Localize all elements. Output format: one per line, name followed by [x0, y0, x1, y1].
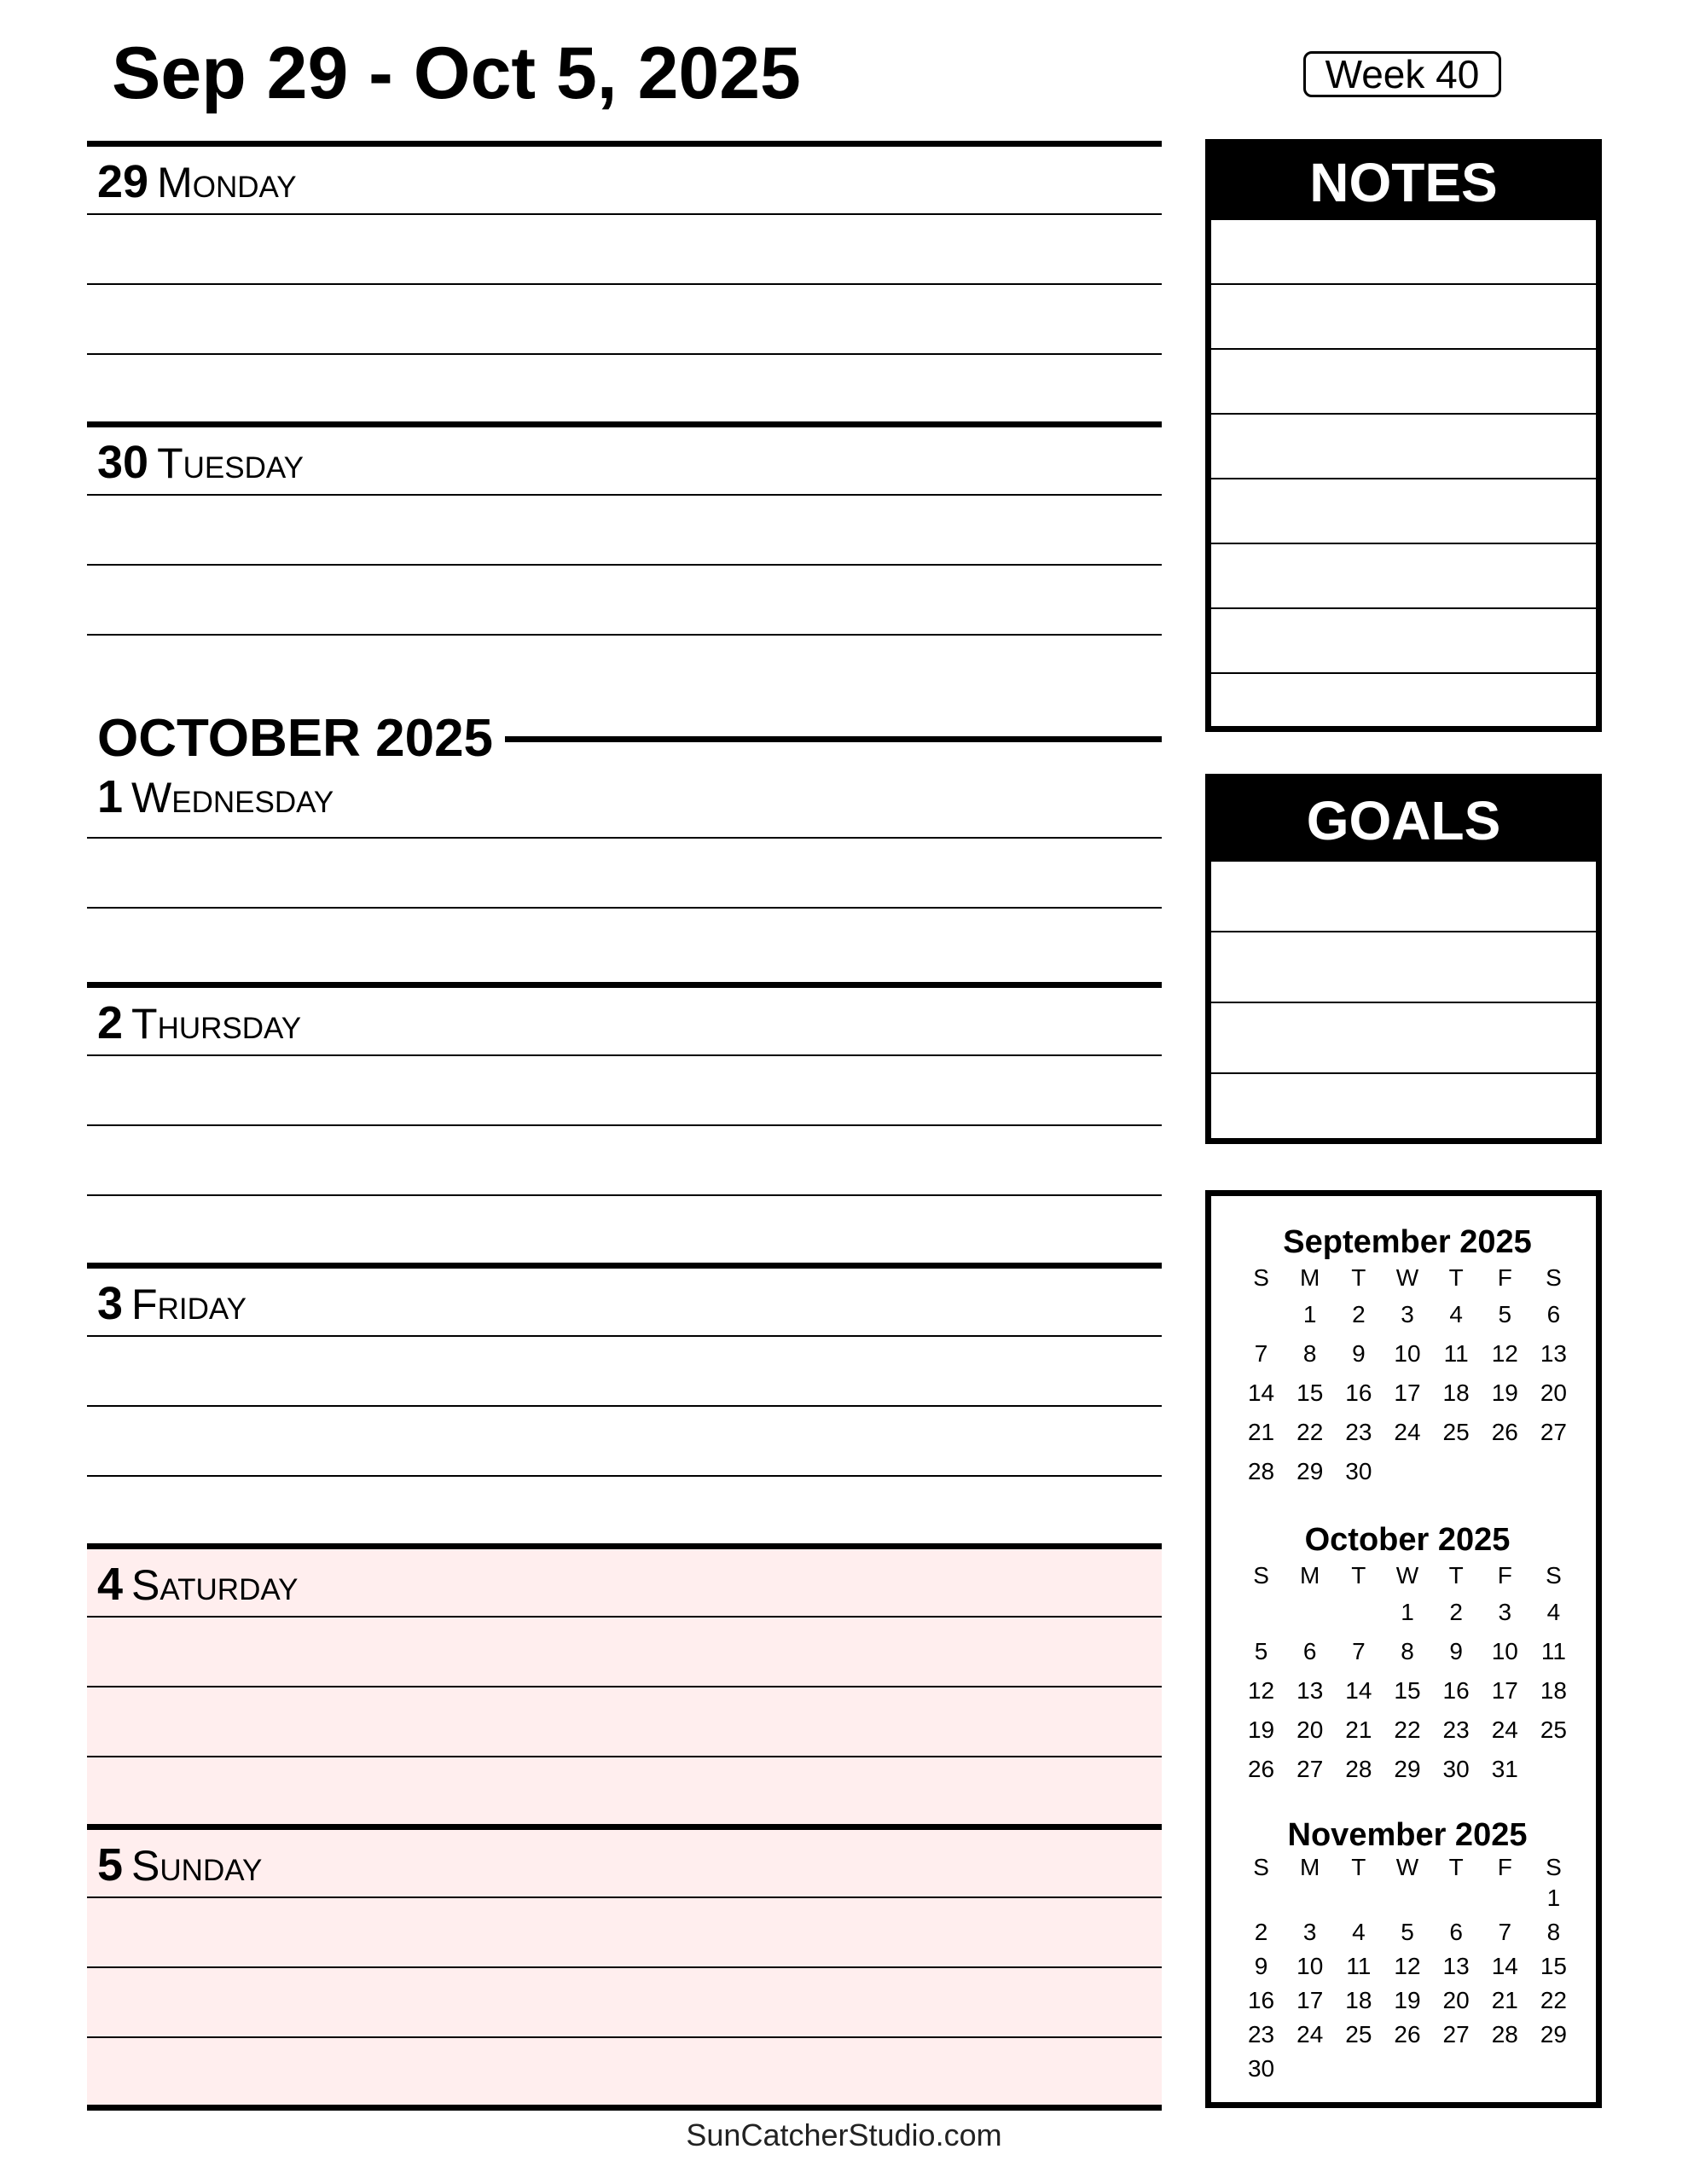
calendar-day-cell: 3: [1302, 1919, 1317, 1945]
calendar-day-cell: 15: [1394, 1677, 1421, 1704]
writing-line[interactable]: [87, 566, 1162, 636]
calendar-day-cell: 23: [1247, 2021, 1275, 2048]
weekday-header: T: [1448, 1854, 1464, 1880]
calendar-day-cell: 8: [1302, 1340, 1317, 1367]
calendar-day-cell: 24: [1491, 1716, 1518, 1743]
calendar-day-cell: 28: [1345, 1756, 1372, 1782]
writing-line[interactable]: [87, 1196, 1162, 1266]
weekday-header: W: [1395, 1562, 1419, 1589]
calendar-day-cell: 12: [1247, 1677, 1275, 1704]
calendar-day-cell: [1432, 1881, 1481, 1915]
weekday-header: F: [1497, 1264, 1512, 1291]
calendar-day-cell: 4: [1352, 1919, 1366, 1945]
month-divider: [87, 702, 1162, 770]
calendar-day-cell: [1481, 1881, 1529, 1915]
weekday-header: S: [1253, 1562, 1269, 1589]
weekday-header: F: [1497, 1854, 1512, 1880]
calendar-day-cell: [1529, 1452, 1578, 1491]
weekday-header: W: [1395, 1264, 1419, 1291]
month-divider-rule: [505, 736, 1162, 742]
calendar-day-cell: 5: [1401, 1919, 1414, 1945]
day-header: [87, 1269, 1162, 1337]
day-name: Wednesday: [131, 774, 334, 822]
notes-line[interactable]: [1211, 479, 1596, 544]
calendar-day-cell: 18: [1442, 1380, 1470, 1406]
day-number: 3: [97, 1278, 124, 1329]
mini-calendar-grid: [1237, 1559, 1578, 1789]
calendar-day-cell: 14: [1247, 1380, 1275, 1406]
mini-calendars-panel: [1205, 1190, 1602, 2108]
calendar-day-cell: 8: [1546, 1919, 1561, 1945]
calendar-day-cell: 12: [1394, 1953, 1421, 1979]
mini-calendar-title: October 2025: [1304, 1522, 1511, 1558]
calendar-day-cell: 17: [1394, 1380, 1421, 1406]
day-name: Saturday: [131, 1561, 299, 1609]
day-name: Tuesday: [157, 439, 304, 487]
goals-line[interactable]: [1211, 862, 1596, 932]
writing-line[interactable]: [87, 1968, 1162, 2038]
notes-line[interactable]: [1211, 285, 1596, 350]
notes-line[interactable]: [1211, 609, 1596, 674]
calendar-day-cell: 6: [1546, 1301, 1561, 1327]
mini-calendar-november: [1237, 1816, 1578, 2086]
day-number: 29: [97, 156, 149, 207]
calendar-day-cell: 10: [1394, 1340, 1421, 1367]
calendar-day-cell: 25: [1442, 1419, 1470, 1445]
writing-line[interactable]: [87, 1687, 1162, 1757]
writing-line[interactable]: [87, 2038, 1162, 2108]
calendar-day-cell: 7: [1254, 1340, 1268, 1367]
calendar-day-cell: [1529, 1750, 1578, 1789]
calendar-day-cell: 5: [1254, 1638, 1268, 1664]
calendar-day-cell: 11: [1346, 1953, 1372, 1979]
calendar-day-cell: 16: [1247, 1987, 1275, 2013]
writing-line[interactable]: [87, 1056, 1162, 1126]
calendar-day-cell: 15: [1540, 1953, 1567, 1979]
writing-line[interactable]: [87, 1126, 1162, 1196]
writing-line[interactable]: [87, 1757, 1162, 1827]
calendar-day-cell: 9: [1352, 1340, 1366, 1367]
calendar-day-cell: [1529, 2052, 1578, 2086]
weekday-header: T: [1351, 1264, 1366, 1291]
notes-line[interactable]: [1211, 415, 1596, 479]
calendar-day-cell: 29: [1540, 2021, 1567, 2048]
calendar-day-cell: [1383, 1452, 1431, 1491]
calendar-day-cell: 6: [1449, 1919, 1463, 1945]
calendar-day-cell: 21: [1345, 1716, 1372, 1743]
calendar-day-cell: 2: [1449, 1599, 1463, 1625]
calendar-day-cell: 1: [1401, 1599, 1414, 1625]
calendar-day-cell: 2: [1254, 1919, 1268, 1945]
calendar-day-cell: 8: [1401, 1638, 1414, 1664]
calendar-day-cell: 22: [1394, 1716, 1421, 1743]
calendar-day-cell: 25: [1345, 2021, 1372, 2048]
day-number: 5: [97, 1839, 124, 1891]
writing-line[interactable]: [87, 1618, 1162, 1687]
calendar-day-cell: 18: [1345, 1987, 1372, 2013]
calendar-day-cell: 21: [1247, 1419, 1275, 1445]
calendar-day-cell: 6: [1302, 1638, 1317, 1664]
writing-line[interactable]: [87, 636, 1162, 706]
calendar-day-cell: 11: [1540, 1638, 1566, 1664]
day-block-thursday: [87, 982, 1162, 1263]
calendar-day-cell: [1285, 1593, 1334, 1632]
notes-line[interactable]: [1211, 220, 1596, 285]
calendar-day-cell: 15: [1296, 1380, 1324, 1406]
day-header: [87, 147, 1162, 215]
day-name: Sunday: [131, 1842, 263, 1890]
calendar-day-cell: 23: [1345, 1419, 1372, 1445]
goals-line[interactable]: [1211, 1074, 1596, 1145]
weekday-header: M: [1300, 1264, 1320, 1291]
calendar-day-cell: 1: [1546, 1885, 1561, 1911]
writing-line[interactable]: [87, 215, 1162, 285]
calendar-day-cell: 26: [1394, 2021, 1421, 2048]
calendar-day-cell: 30: [1345, 1458, 1372, 1484]
calendar-day-cell: 30: [1442, 1756, 1470, 1782]
calendar-day-cell: 22: [1296, 1419, 1324, 1445]
day-number: 1: [97, 771, 124, 822]
writing-line[interactable]: [87, 839, 1162, 909]
calendar-day-cell: [1481, 1452, 1529, 1491]
calendar-day-cell: 29: [1394, 1756, 1421, 1782]
day-header: [87, 427, 1162, 496]
calendar-day-cell: 25: [1540, 1716, 1567, 1743]
mini-calendar-title: November 2025: [1287, 1817, 1528, 1853]
week-badge: Week 40: [1303, 51, 1501, 97]
writing-line[interactable]: [87, 1898, 1162, 1968]
calendar-day-cell: 9: [1449, 1638, 1463, 1664]
writing-line[interactable]: [87, 1477, 1162, 1547]
weekday-header: S: [1546, 1264, 1562, 1291]
mini-calendar-title: September 2025: [1283, 1224, 1532, 1260]
weekday-header: S: [1546, 1562, 1562, 1589]
weekday-header: T: [1351, 1562, 1366, 1589]
day-name: Friday: [131, 1281, 247, 1328]
goals-line[interactable]: [1211, 932, 1596, 1003]
day-block-friday: [87, 1263, 1162, 1543]
calendar-day-cell: [1432, 2052, 1481, 2086]
calendar-day-cell: 3: [1401, 1301, 1414, 1327]
calendar-day-cell: 17: [1296, 1987, 1324, 2013]
calendar-day-cell: 13: [1540, 1340, 1567, 1367]
calendar-day-cell: 16: [1345, 1380, 1372, 1406]
day-header: [87, 770, 1162, 839]
weekday-header: S: [1546, 1854, 1562, 1880]
calendar-day-cell: 19: [1394, 1987, 1421, 2013]
calendar-day-cell: 4: [1449, 1301, 1463, 1327]
calendar-day-cell: 10: [1491, 1638, 1518, 1664]
calendar-day-cell: 20: [1296, 1716, 1324, 1743]
calendar-day-cell: 10: [1296, 1953, 1324, 1979]
weekday-header: S: [1253, 1264, 1269, 1291]
mini-calendar-grid: [1237, 1854, 1578, 2086]
mini-calendar-september: [1237, 1223, 1578, 1491]
day-name: Thursday: [131, 1000, 302, 1048]
calendar-day-cell: [1383, 2052, 1431, 2086]
weekday-header: F: [1497, 1562, 1512, 1589]
day-number: 4: [97, 1559, 124, 1610]
weekday-header: W: [1395, 1854, 1419, 1880]
weekday-header: S: [1253, 1854, 1269, 1880]
calendar-day-cell: 3: [1498, 1599, 1512, 1625]
notes-line[interactable]: [1211, 674, 1596, 739]
notes-panel: [1205, 139, 1602, 732]
calendar-day-cell: [1237, 1881, 1285, 1915]
writing-line[interactable]: [87, 355, 1162, 425]
mini-calendar-grid: [1237, 1261, 1578, 1491]
calendar-day-cell: 18: [1540, 1677, 1567, 1704]
goals-title: GOALS: [1211, 780, 1596, 862]
calendar-day-cell: 5: [1498, 1301, 1512, 1327]
day-block-saturday: [87, 1543, 1162, 1824]
calendar-day-cell: 20: [1540, 1380, 1567, 1406]
calendar-day-cell: 19: [1247, 1716, 1275, 1743]
day-number: 30: [97, 437, 149, 488]
writing-line[interactable]: [87, 1337, 1162, 1407]
calendar-day-cell: 28: [1247, 1458, 1275, 1484]
calendar-day-cell: 22: [1540, 1987, 1567, 2013]
calendar-day-cell: 19: [1491, 1380, 1518, 1406]
calendar-day-cell: 4: [1546, 1599, 1561, 1625]
calendar-day-cell: 26: [1491, 1419, 1518, 1445]
day-planner-column: [87, 141, 1162, 2111]
calendar-day-cell: 23: [1442, 1716, 1470, 1743]
day-header: [87, 1549, 1162, 1618]
day-header: [87, 1830, 1162, 1898]
calendar-day-cell: 16: [1442, 1677, 1470, 1704]
calendar-day-cell: 27: [1296, 1756, 1324, 1782]
mini-calendar-october: [1237, 1521, 1578, 1789]
calendar-day-cell: 2: [1352, 1301, 1366, 1327]
goals-line[interactable]: [1211, 1003, 1596, 1074]
calendar-day-cell: 11: [1443, 1340, 1469, 1367]
calendar-day-cell: 14: [1345, 1677, 1372, 1704]
calendar-day-cell: [1383, 1881, 1431, 1915]
calendar-day-cell: 24: [1394, 1419, 1421, 1445]
calendar-day-cell: 17: [1491, 1677, 1518, 1704]
writing-line[interactable]: [87, 1407, 1162, 1477]
notes-line[interactable]: [1211, 544, 1596, 609]
weekday-header: T: [1448, 1264, 1464, 1291]
weekday-header: T: [1448, 1562, 1464, 1589]
weekday-header: M: [1300, 1562, 1320, 1589]
calendar-day-cell: 13: [1442, 1953, 1470, 1979]
calendar-day-cell: 26: [1247, 1756, 1275, 1782]
calendar-day-cell: [1334, 1593, 1383, 1632]
calendar-day-cell: 20: [1442, 1987, 1470, 2013]
page-title: Sep 29 - Oct 5, 2025: [112, 32, 801, 114]
weekday-header: T: [1351, 1854, 1366, 1880]
calendar-day-cell: [1237, 1593, 1285, 1632]
calendar-day-cell: 29: [1296, 1458, 1324, 1484]
calendar-day-cell: 13: [1296, 1677, 1324, 1704]
calendar-day-cell: 14: [1491, 1953, 1518, 1979]
calendar-day-cell: [1334, 2052, 1383, 2086]
calendar-day-cell: [1481, 2052, 1529, 2086]
day-block-tuesday: [87, 421, 1162, 702]
calendar-day-cell: 12: [1491, 1340, 1518, 1367]
calendar-day-cell: 21: [1491, 1987, 1518, 2013]
day-block-wednesday: [87, 770, 1162, 982]
writing-line[interactable]: [87, 285, 1162, 355]
calendar-day-cell: 28: [1491, 2021, 1518, 2048]
calendar-day-cell: 24: [1296, 2021, 1324, 2048]
weekday-header: M: [1300, 1854, 1320, 1880]
notes-title: NOTES: [1211, 145, 1596, 220]
calendar-day-cell: 27: [1442, 2021, 1470, 2048]
calendar-day-cell: [1334, 1881, 1383, 1915]
calendar-day-cell: 9: [1254, 1953, 1268, 1979]
calendar-day-cell: 1: [1302, 1301, 1317, 1327]
goals-panel: [1205, 774, 1602, 1144]
calendar-day-cell: 27: [1540, 1419, 1567, 1445]
month-divider-label: OCTOBER 2025: [97, 709, 494, 768]
footer-credit: SunCatcherStudio.com: [686, 2117, 1002, 2152]
calendar-day-cell: [1285, 2052, 1334, 2086]
day-name: Monday: [157, 159, 297, 206]
day-block-sunday: [87, 1824, 1162, 2105]
calendar-day-cell: [1285, 1881, 1334, 1915]
day-header: [87, 988, 1162, 1056]
writing-line[interactable]: [87, 909, 1162, 979]
calendar-day-cell: 7: [1498, 1919, 1512, 1945]
day-block-monday: [87, 141, 1162, 421]
calendar-day-cell: [1237, 1295, 1285, 1334]
calendar-day-cell: 7: [1352, 1638, 1366, 1664]
writing-line[interactable]: [87, 496, 1162, 566]
calendar-day-cell: 30: [1247, 2055, 1275, 2082]
calendar-day-cell: [1432, 1452, 1481, 1491]
day-number: 2: [97, 997, 124, 1048]
calendar-day-cell: 31: [1491, 1756, 1518, 1782]
notes-line[interactable]: [1211, 350, 1596, 415]
